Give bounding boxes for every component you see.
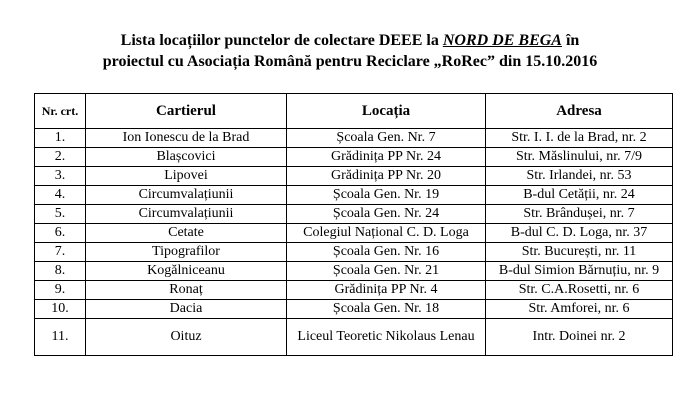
- cell-locatia: Școala Gen. Nr. 19: [287, 186, 486, 205]
- cell-nr: 5.: [35, 205, 86, 224]
- cell-cartierul: Circumvalațiunii: [86, 186, 287, 205]
- cell-nr: 8.: [35, 262, 86, 281]
- cell-cartierul: Ronaț: [86, 281, 287, 300]
- cell-locatia: Școala Gen. Nr. 16: [287, 243, 486, 262]
- cell-cartierul: Tipografilor: [86, 243, 287, 262]
- cell-cartierul: Lipovei: [86, 167, 287, 186]
- title-line-1: [0, 30, 700, 51]
- title-line-1-text: Lista locațiilor punctelor de colectare DEEE la: [120, 32, 443, 49]
- cell-locatia: Grădinița PP Nr. 24: [287, 148, 486, 167]
- cell-locatia: Grădinița PP Nr. 20: [287, 167, 486, 186]
- cell-nr: 4.: [35, 186, 86, 205]
- table-row: [35, 186, 673, 205]
- cell-adresa: Str. București, nr. 11: [486, 243, 673, 262]
- cell-cartierul: Blașcovici: [86, 148, 287, 167]
- document-title: [0, 30, 700, 72]
- cell-cartierul: Oituz: [86, 319, 287, 356]
- table-row: [35, 129, 673, 148]
- cell-adresa: B-dul Cetății, nr. 24: [486, 186, 673, 205]
- cell-nr: 11.: [35, 319, 86, 356]
- header-cartierul: Cartierul: [86, 94, 287, 129]
- table-row: [35, 281, 673, 300]
- cell-adresa: Intr. Doinei nr. 2: [486, 319, 673, 356]
- cell-nr: 2.: [35, 148, 86, 167]
- table-row: [35, 243, 673, 262]
- cell-adresa: Str. I. I. de la Brad, nr. 2: [486, 129, 673, 148]
- title-emphasis: NORD DE BEGA: [442, 32, 562, 49]
- table-row: [35, 205, 673, 224]
- cell-locatia: Școala Gen. Nr. 18: [287, 300, 486, 319]
- cell-adresa: Str. Irlandei, nr. 53: [486, 167, 673, 186]
- cell-locatia: Grădinița PP Nr. 4: [287, 281, 486, 300]
- table-row: [35, 262, 673, 281]
- cell-nr: 10.: [35, 300, 86, 319]
- header-nr: Nr. crt.: [35, 94, 86, 129]
- cell-adresa: Str. Amforei, nr. 6: [486, 300, 673, 319]
- table-row: [35, 224, 673, 243]
- cell-nr: 3.: [35, 167, 86, 186]
- title-line-1-suffix: în: [561, 32, 580, 49]
- cell-cartierul: Ion Ionescu de la Brad: [86, 129, 287, 148]
- cell-nr: 6.: [35, 224, 86, 243]
- cell-locatia: Școala Gen. Nr. 7: [287, 129, 486, 148]
- cell-cartierul: Dacia: [86, 300, 287, 319]
- cell-nr: 9.: [35, 281, 86, 300]
- cell-nr: 1.: [35, 129, 86, 148]
- cell-locatia: Școala Gen. Nr. 24: [287, 205, 486, 224]
- cell-adresa: Str. Măslinului, nr. 7/9: [486, 148, 673, 167]
- header-adresa: Adresa: [486, 94, 673, 129]
- cell-adresa: B-dul C. D. Loga, nr. 37: [486, 224, 673, 243]
- cell-adresa: B-dul Simion Bărnuțiu, nr. 9: [486, 262, 673, 281]
- title-line-2: proiectul cu Asociația Română pentru Reciclare „RoRec” din 15.10.2016: [102, 53, 598, 70]
- cell-locatia: Școala Gen. Nr. 21: [287, 262, 486, 281]
- cell-locatia: Liceul Teoretic Nikolaus Lenau: [287, 319, 486, 356]
- cell-adresa: Str. C.A.Rosetti, nr. 6: [486, 281, 673, 300]
- cell-adresa: Str. Brândușei, nr. 7: [486, 205, 673, 224]
- table-row: [35, 167, 673, 186]
- cell-locatia: Colegiul Național C. D. Loga: [287, 224, 486, 243]
- table-header-row: [35, 94, 673, 129]
- cell-cartierul: Kogălniceanu: [86, 262, 287, 281]
- cell-cartierul: Circumvalațiunii: [86, 205, 287, 224]
- table-row: [35, 300, 673, 319]
- header-locatia: Locația: [287, 94, 486, 129]
- cell-nr: 7.: [35, 243, 86, 262]
- cell-cartierul: Cetate: [86, 224, 287, 243]
- table-row: [35, 319, 673, 356]
- collection-points-table: [34, 93, 673, 356]
- table-row: [35, 148, 673, 167]
